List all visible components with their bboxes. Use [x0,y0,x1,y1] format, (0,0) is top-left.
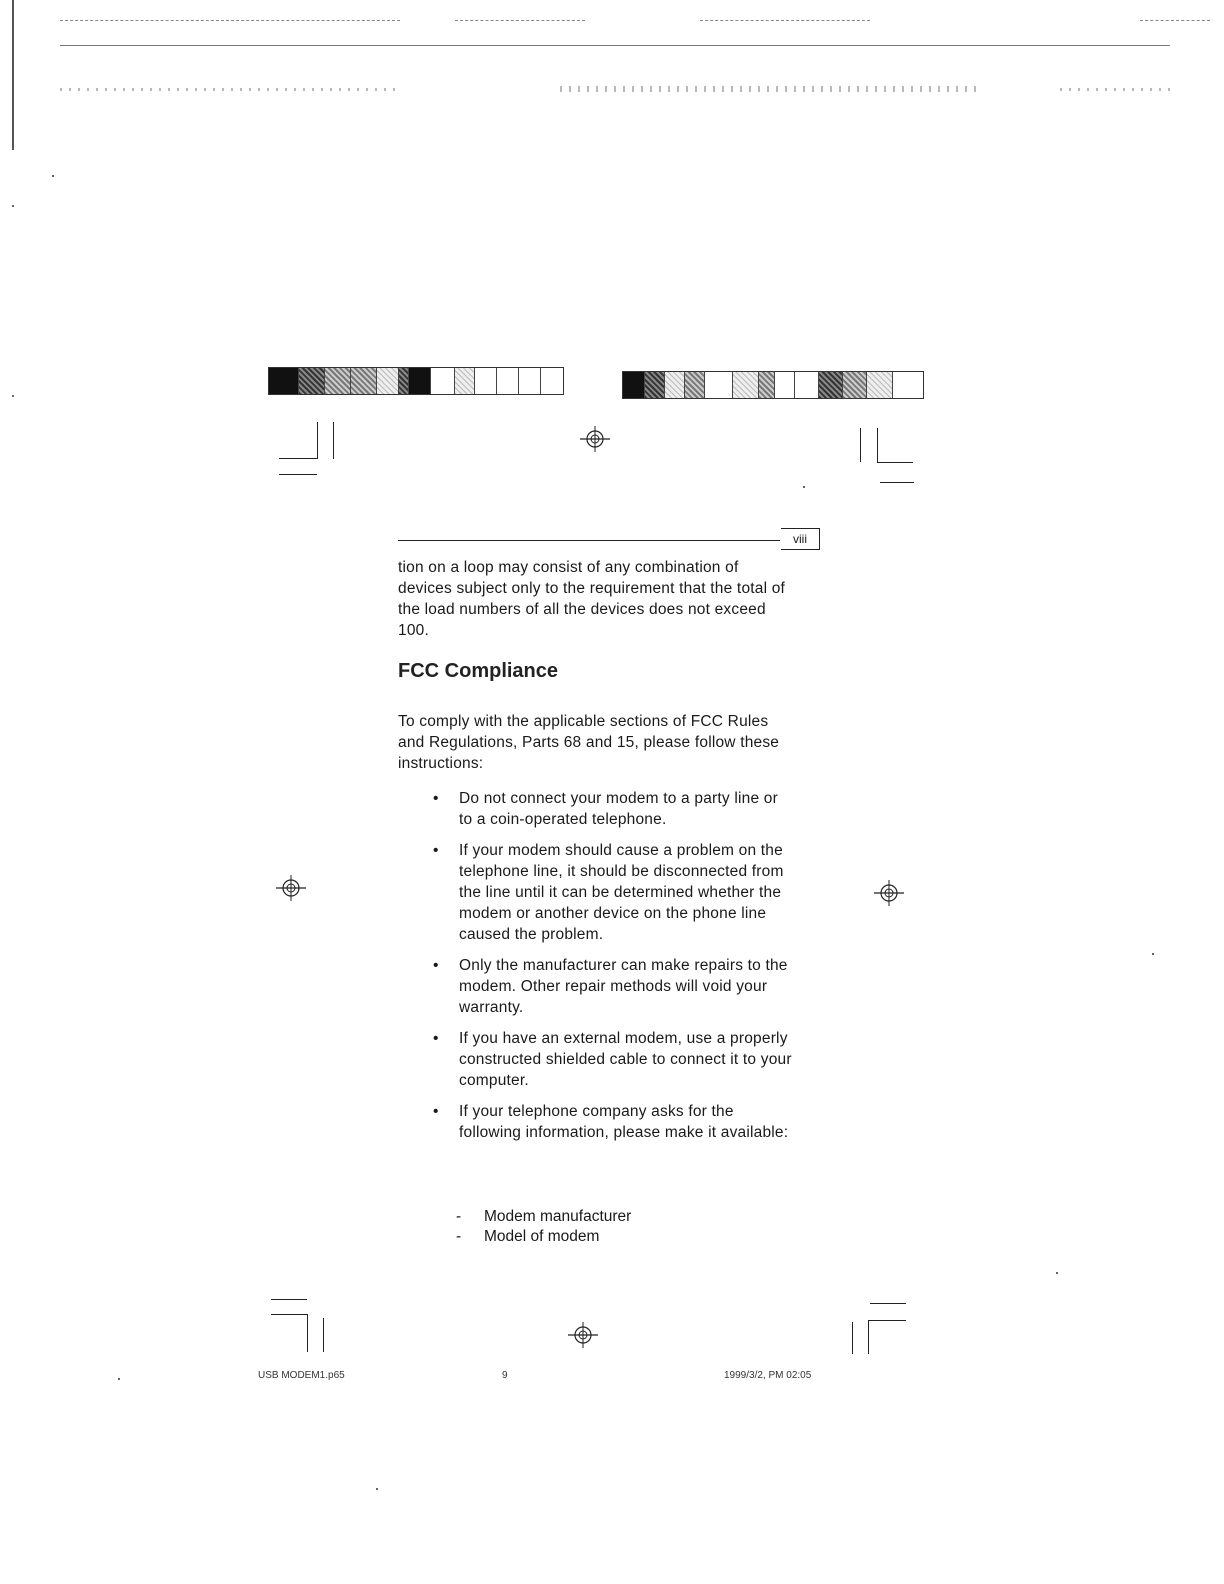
scan-artifact [1140,20,1210,21]
registration-mark-bottom [568,1320,598,1350]
left-scan-edge [12,0,14,150]
footer-file-name: USB MODEM1.p65 [258,1370,345,1381]
bullet-icon: • [433,1030,439,1047]
lead-paragraph: tion on a loop may consist of any combination of devices subject only to the requirement that the total of the load numbers of all the devices does not exceed 100. [398,559,786,639]
section-heading: FCC Compliance [398,660,559,682]
list-item-text: Do not connect your modem to a party line or to a coin-operated telephone. [459,790,778,828]
scan-artifact [60,88,400,91]
color-calibration-bar-left [268,367,564,395]
sub-list-item [456,1207,776,1227]
content-column [398,557,793,641]
intro-paragraph: To comply with the applicable sections of FCC Rules and Regulations, Parts 68 and 15, please follow these instructions: [398,713,780,772]
bullet-icon: • [433,957,439,974]
scan-artifact [700,20,870,21]
scan-artifact [455,20,585,21]
scan-speck [52,175,54,177]
scan-artifact [60,20,400,21]
dash-icon: - [456,1228,462,1245]
registration-mark-top [580,424,610,454]
scan-artifact [1060,88,1170,91]
scan-speck [12,395,14,397]
page-number: viii [781,528,820,550]
content-column [398,660,793,683]
dash-icon: - [456,1208,462,1225]
list-item [433,1101,795,1143]
scan-speck [12,205,14,207]
bullet-list [433,788,795,1149]
list-item-text: If you have an external modem, use a properly constructed shielded cable to connect it to your computer. [459,1030,792,1089]
scan-speck [803,486,805,488]
scan-speck [376,1488,378,1490]
sub-list [456,1207,776,1247]
list-item [433,955,795,1018]
bullet-icon: • [433,842,439,859]
color-calibration-bar-right [622,371,924,399]
scan-speck [118,1378,120,1380]
list-item [433,1028,795,1091]
bullet-icon: • [433,1103,439,1120]
registration-mark-right [874,878,904,908]
content-column [398,711,793,774]
sub-list-item [456,1227,776,1247]
list-item-text: Only the manufacturer can make repairs to the modem. Other repair methods will void your warranty. [459,957,788,1016]
page-header-rule [398,540,780,541]
footer-sheet-number: 9 [502,1370,508,1381]
sub-list-item-text: Model of modem [484,1228,600,1245]
list-item [433,788,795,830]
bullet-icon: • [433,790,439,807]
scan-speck [1152,953,1154,955]
scan-speck [1056,1272,1058,1274]
footer-timestamp: 1999/3/2, PM 02:05 [724,1370,812,1381]
list-item [433,840,795,945]
list-item-text: If your modem should cause a problem on the telephone line, it should be disconnected from the line until it can be determined whether the modem or another device on the phone line caused the problem. [459,842,784,943]
sub-list-item-text: Modem manufacturer [484,1208,632,1225]
scan-artifact [560,86,980,92]
list-item-text: If your telephone company asks for the following information, please make it available: [459,1103,789,1141]
registration-mark-left [276,873,306,903]
scan-artifact [60,45,1170,46]
